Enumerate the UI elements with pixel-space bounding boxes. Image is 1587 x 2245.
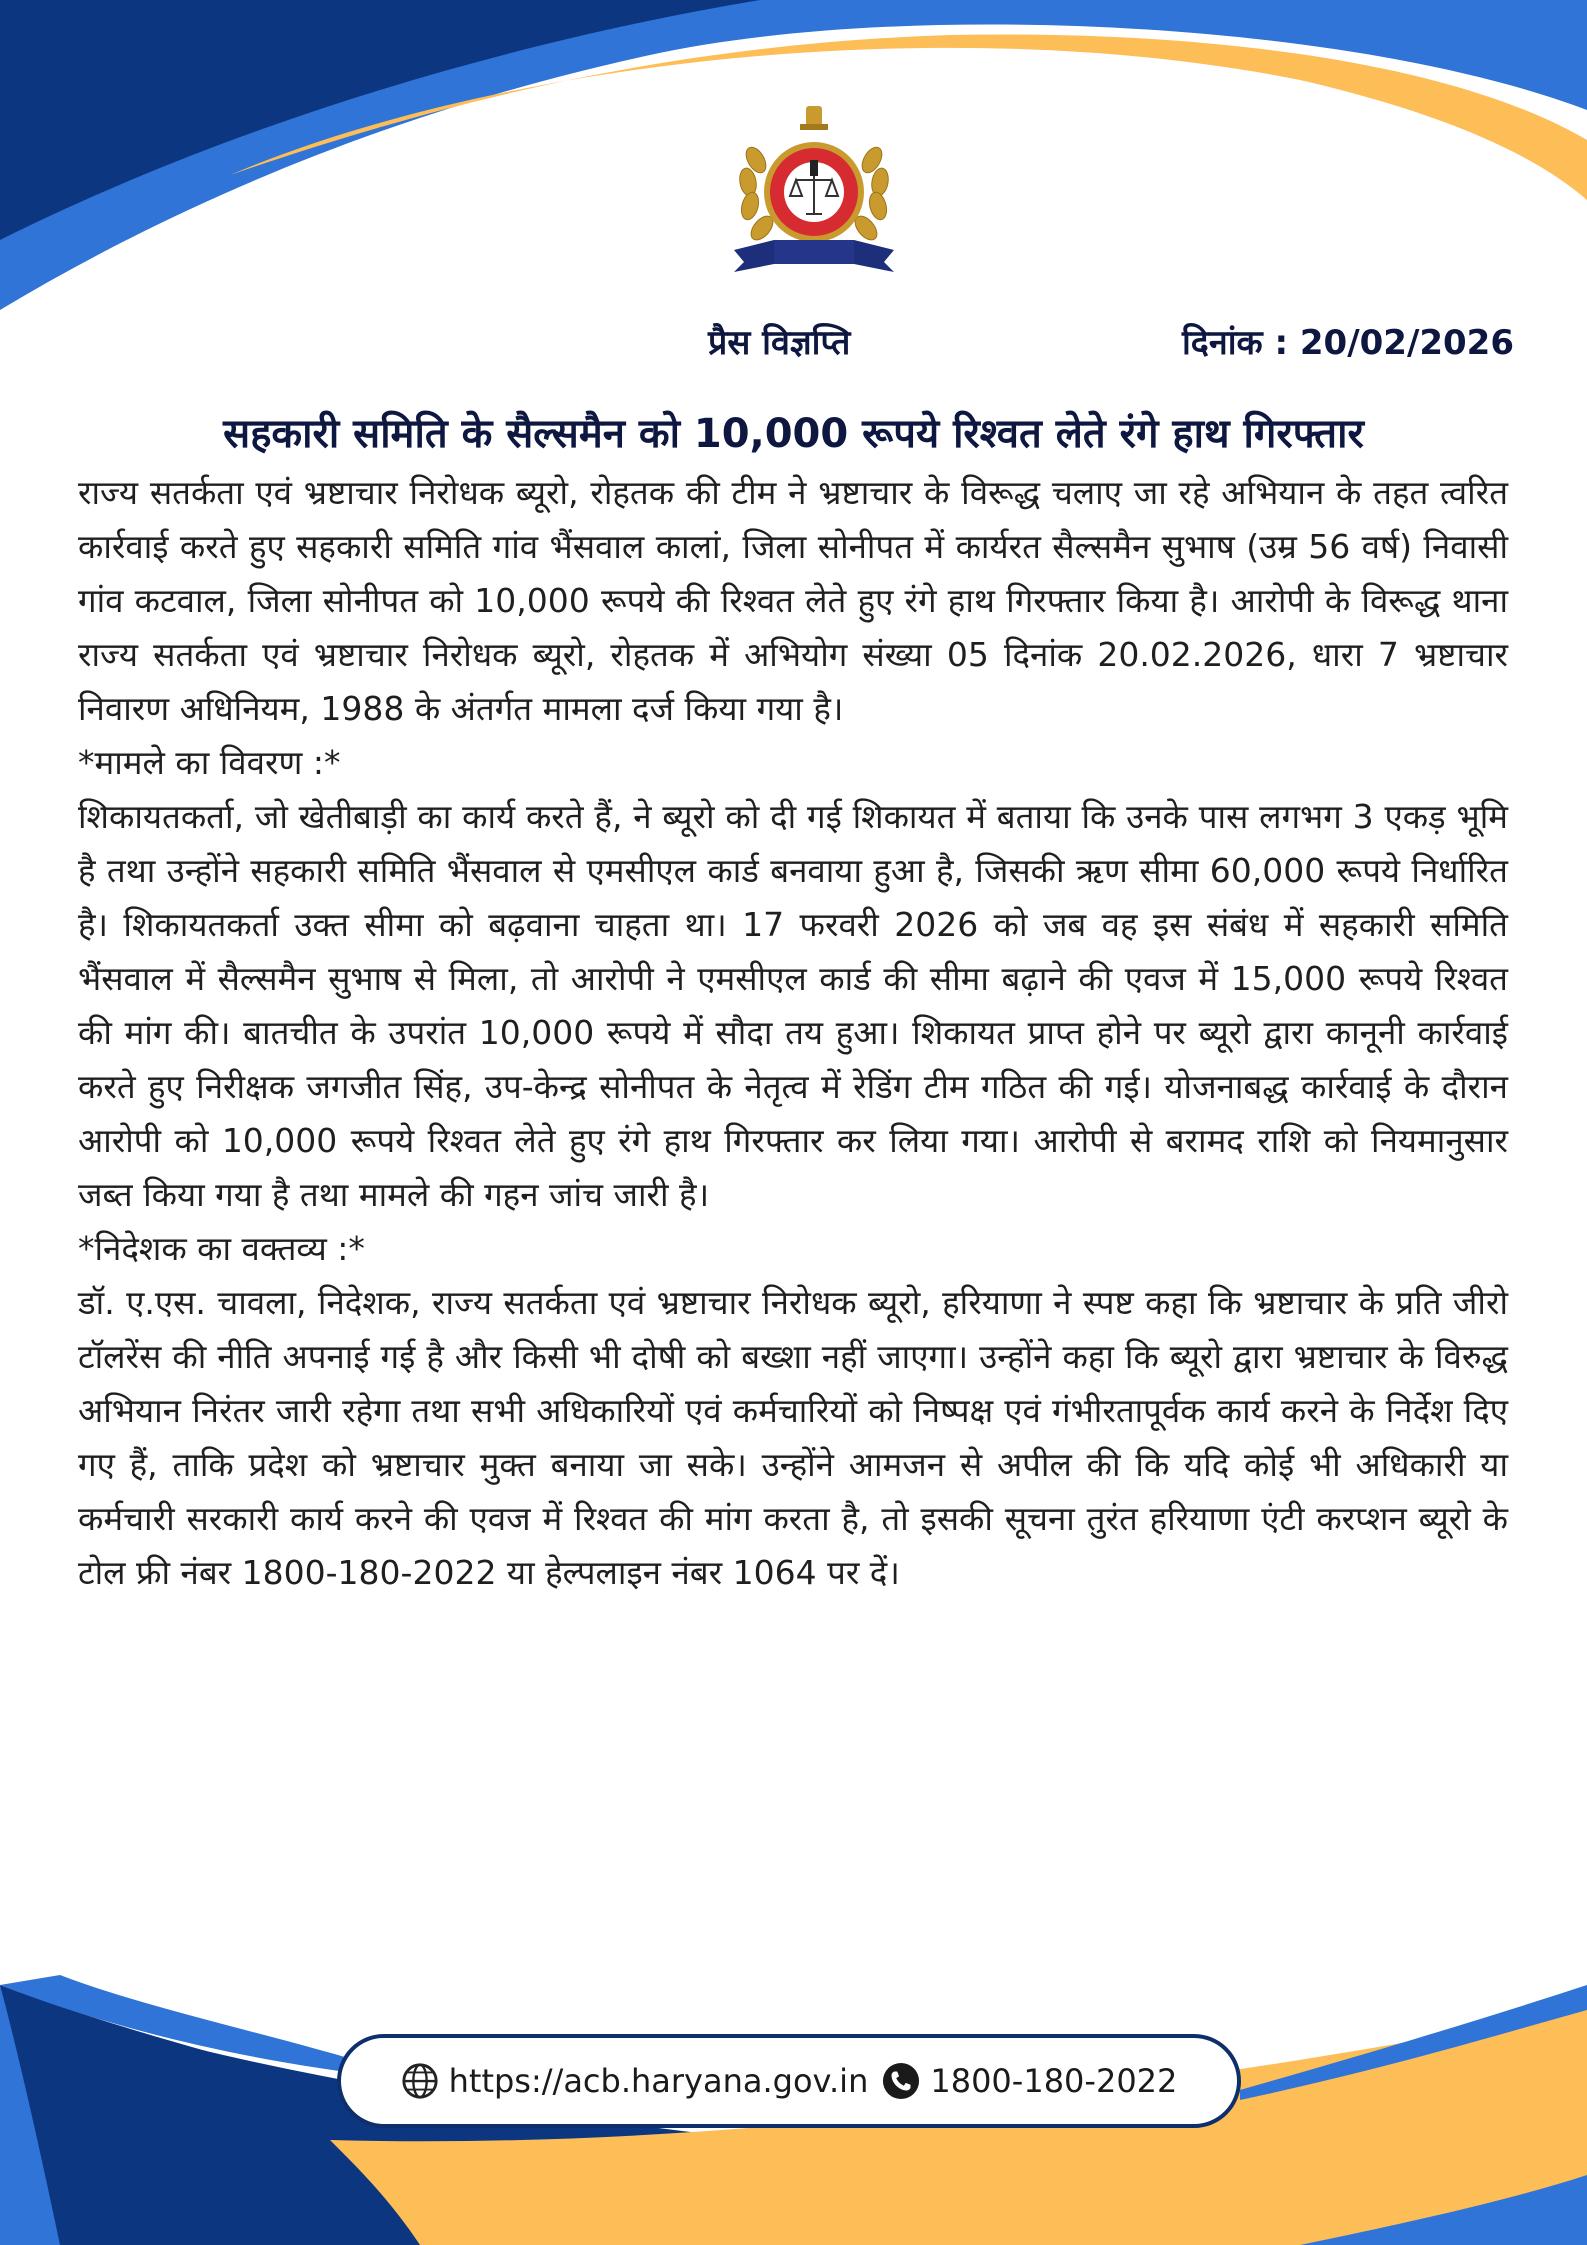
case-details-paragraph: शिकायतकर्ता, जो खेतीबाड़ी का कार्य करते हैं, ने ब्यूरो को दी गई शिकायत में बताया कि उनके पास लगभग 3 एकड़ भूमि है तथा उन्होंने सहकारी समिति भैंसवाल से एमसीएल कार्ड बनवाया हुआ है, जिसकी ऋण सीमा 60,000 रूपये निर्धारित है। शिकायतकर्ता उक्त सीमा को बढ़वाना चाहता था। 17 फरवरी 2026 को जब वह इस संबंध में सहकारी समिति भैंसवाल में सैल्समैन सुभाष से मिला, तो आरोपी ने एमसीएल कार्ड की सीमा बढ़ाने की एवज में 15,000 रूपये रिश्वत की मांग की। बातचीत के उपरांत 10,000 रूपये में सौदा तय हुआ। शिकायत प्राप्त होने पर ब्यूरो द्वारा कानूनी कार्रवाई करते हुए निरीक्षक जगजीत सिंह, उप-केन्द्र सोनीपत के नेतृत्व में रेडिंग टीम गठित की गई। योजनाबद्ध कार्रवाई के दौरान आरोपी को 10,000 रूपये रिश्वत लेते हुए रंगे हाथ गिरफ्तार कर लिया गया। आरोपी से बरामद राशि को नियमानुसार जब्त किया गया है तथा मामले की गहन जांच जारी है। [78,797,1508,1214]
page-title: सहकारी समिति के सैल्समैन को 10,000 रूपये रिश्वत लेते रंगे हाथ गिरफ्तार [223,411,1364,457]
director-statement-heading: *निदेशक का वक्तव्य :* [78,1229,365,1268]
website-link[interactable]: https://acb.haryana.gov.in [448,2062,869,2100]
press-release-label: प्रैस विज्ञप्ति [708,323,851,363]
press-header [0,318,1587,368]
globe-icon [401,2062,439,2100]
phone-icon [882,2062,920,2100]
intro-paragraph: राज्य सतर्कता एवं भ्रष्टाचार निरोधक ब्यूरो, रोहतक की टीम ने भ्रष्टाचार के विरूद्ध चलाए जा रहे अभियान के तहत त्वरित कार्रवाई करते हुए सहकारी समिति गांव भैंसवाल कालां, जिला सोनीपत में कार्यरत सैल्समैन सुभाष (उम्र 56 वर्ष) निवासी गांव कटवाल, जिला सोनीपत को 10,000 रूपये की रिश्वत लेते हुए रंगे हाथ गिरफ्तार किया है। आरोपी के विरूद्ध थाना राज्य सतर्कता एवं भ्रष्टाचार निरोधक ब्यूरो, रोहतक में अभियोग संख्या 05 दिनांक 20.02.2026, धारा 7 भ्रष्टाचार निवारण अधिनियम, 1988 के अंतर्गत मामला दर्ज किया गया है। [78,473,1508,728]
director-statement-paragraph: डॉ. ए.एस. चावला, निदेशक, राज्य सतर्कता एवं भ्रष्टाचार निरोधक ब्यूरो, हरियाणा ने स्पष्ट कहा कि भ्रष्टाचार के प्रति जीरो टॉलरेंस की नीति अपनाई गई है और किसी भी दोषी को बख्शा नहीं जाएगा। उन्होंने कहा कि ब्यूरो द्वारा भ्रष्टाचार के विरुद्ध अभियान निरंतर जारी रहेगा तथा सभी अधिकारियों एवं कर्मचारियों को निष्पक्ष एवं गंभीरतापूर्वक कार्य करने के निर्देश दिए गए हैं, ताकि प्रदेश को भ्रष्टाचार मुक्त बनाया जा सके। उन्होंने आमजन से अपील की कि यदि कोई भी अधिकारी या कर्मचारी सरकारी कार्य करने की एवज में रिश्वत की मांग करता है, तो इसकी सूचना तुरंत हरियाणा एंटी करप्शन ब्यूरो के टोल फ्री नंबर 1800-180-2022 या हेल्पलाइन नंबर 1064 पर दें। [78,1283,1508,1592]
haryana-acb-emblem-icon [724,100,904,280]
date-label: दिनांक : 20/02/2026 [1181,323,1514,363]
press-release-body [78,466,1508,1600]
contact-footer [337,2034,1241,2128]
case-details-heading: *मामले का विवरण :* [78,743,341,782]
phone-number[interactable]: 1800-180-2022 [930,2062,1178,2100]
